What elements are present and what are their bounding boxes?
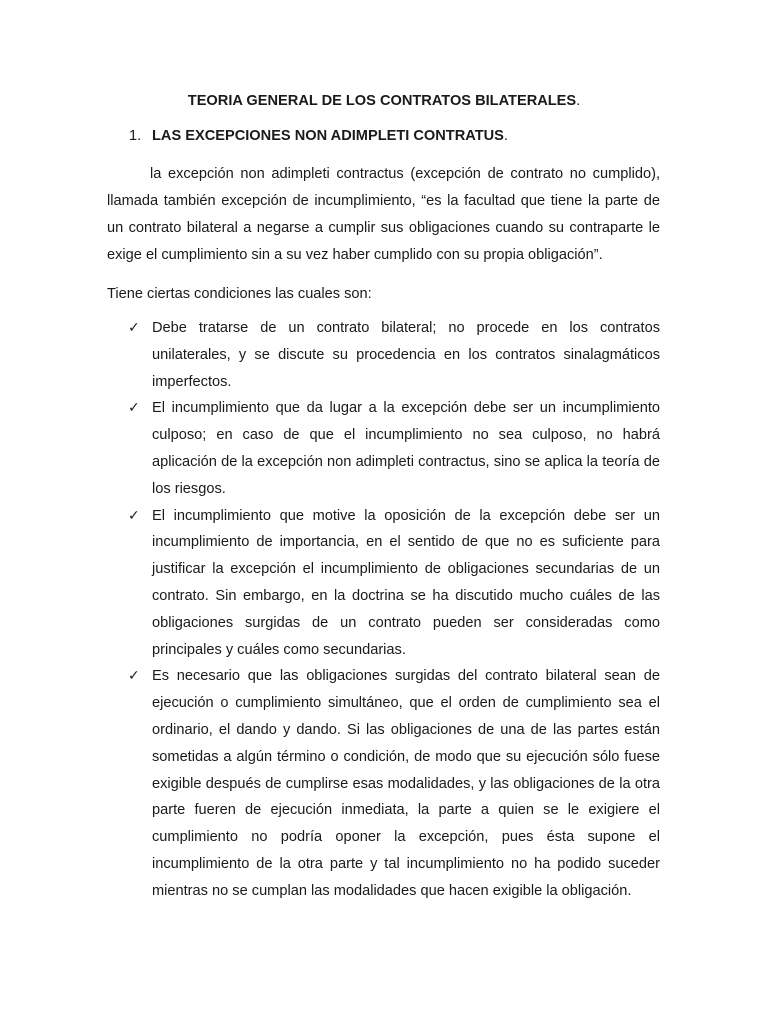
checkmark-icon: ✓ bbox=[128, 668, 140, 685]
title-text: TEORIA GENERAL DE LOS CONTRATOS BILATERALES bbox=[187, 93, 577, 109]
section-heading bbox=[129, 125, 508, 147]
section-heading-text: LAS EXCEPCIONES NON ADIMPLETI CONTRATUS bbox=[152, 128, 504, 144]
section-heading-period: . bbox=[503, 128, 508, 144]
paragraph-conditions-intro: Tiene ciertas condiciones las cuales son: bbox=[107, 286, 372, 302]
section-number: 1. bbox=[129, 128, 142, 144]
conditions-list bbox=[128, 315, 660, 905]
paragraph-definition: la excepción non adimpleti contractus (excepción de contrato no cumplido), llamada también excepción de incumplimiento, “es la facultad que tiene la parte de un contrato bilateral a negarse a cumplir sus obligaciones cuando su contraparte le exige el cumplimiento sin a su vez haber cumplido con su propia obligación”. bbox=[107, 166, 660, 263]
list-item bbox=[128, 315, 660, 395]
list-item-text: Debe tratarse de un contrato bilateral; no procede en los contratos unilaterales, y se discute su procedencia en los contratos sinalagmáticos imperfectos. bbox=[152, 320, 660, 390]
list-item bbox=[128, 663, 660, 904]
document-title bbox=[0, 90, 768, 112]
checkmark-icon: ✓ bbox=[128, 400, 140, 417]
list-item-text: El incumplimiento que motive la oposición de la excepción debe ser un incumplimiento de importancia, en el sentido de que no es suficiente para justificar la excepción el incumplimiento de obligaciones secundarias de un contrato. Sin embargo, en la doctrina se ha discutido mucho cuáles de las obligaciones surgidas de un contrato pueden ser consideradas como principales y cuáles como secundarias. bbox=[152, 507, 660, 658]
checkmark-icon: ✓ bbox=[128, 507, 140, 524]
checkmark-icon: ✓ bbox=[128, 320, 140, 336]
list-item bbox=[128, 395, 660, 502]
list-item-text: El incumplimiento que da lugar a la excepción debe ser un incumplimiento culposo; en caso de que el incumplimiento no sea culposo, no habrá aplicación de la excepción non adimpleti contractus, sino se aplica la teoría de los riesgos. bbox=[152, 400, 660, 497]
list-item bbox=[128, 503, 660, 664]
title-period: . bbox=[576, 93, 581, 109]
list-item-text: Es necesario que las obligaciones surgidas del contrato bilateral sean de ejecución o cumplimiento simultáneo, que el orden de cumplimiento sea el ordinario, el dando y dando. Si las obligaciones de una de las partes están sometidas a algún término o condición, de modo que su ejecución sólo fuese exigible después de cumplirse esas modalidades, y las obligaciones de la otra parte fueren de ejecución inmediata, la parte a quien se le exigiere el cumplimiento no podría oponer la excepción, pues ésta supone el incumplimiento de la otra parte y tal incumplimiento no ha podido suceder mientras no se cumplan las modalidades que hacen exigible la obligación. bbox=[152, 668, 660, 899]
